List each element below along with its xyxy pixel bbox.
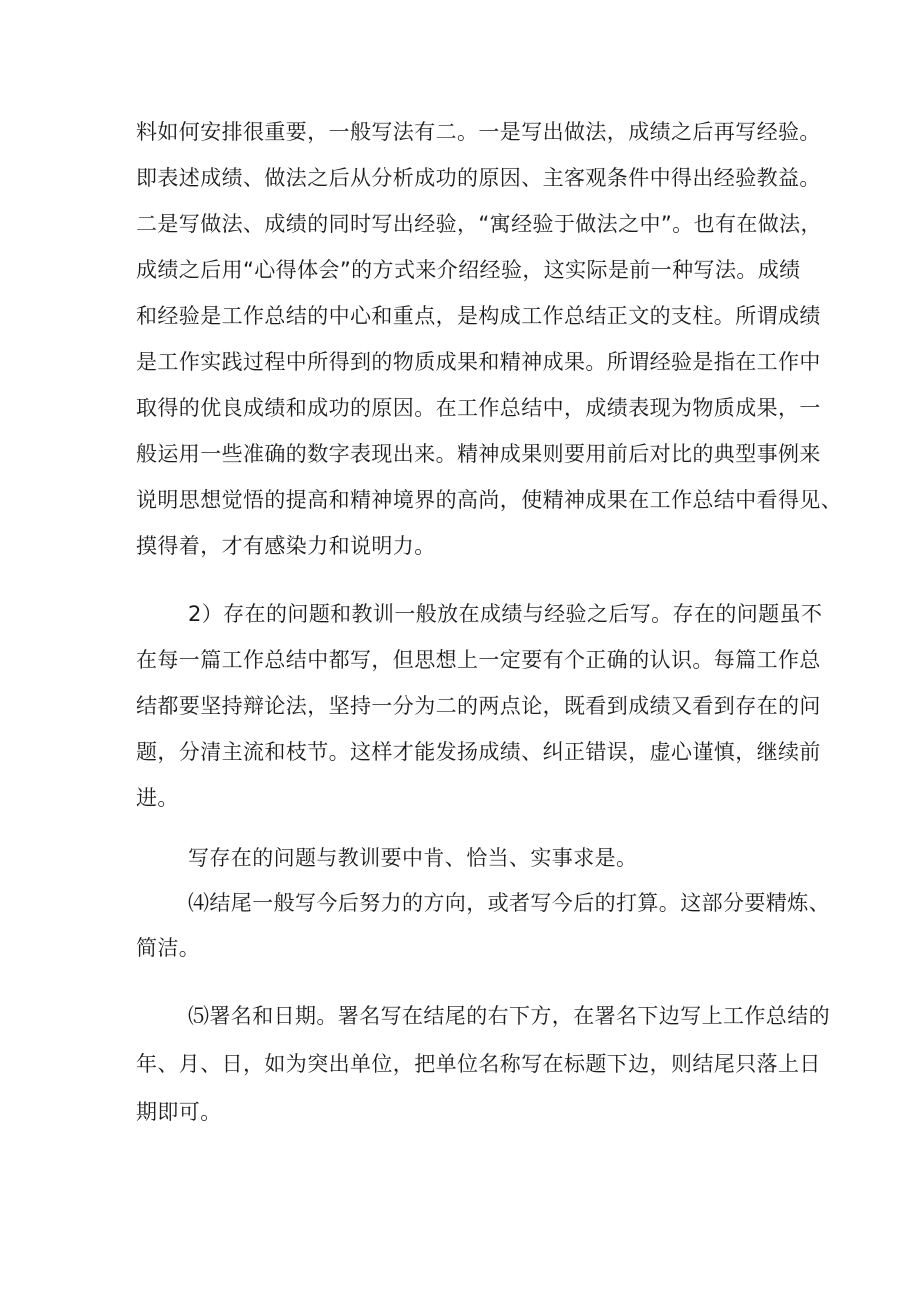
paragraph-1-line-1: 料如何安排很重要，一般写法有二。一是写出做法，成绩之后再写经验。 <box>136 120 821 144</box>
paragraph-1-line-9: 说明思想觉悟的提高和精神境界的高尚，使精神成果在工作总结中看得见、 <box>136 488 843 512</box>
paragraph-4-line-2: 简洁。 <box>136 936 201 960</box>
paragraph-2-line-1: 2）存在的问题和教训一般放在成绩与经验之后写。存在的问题虽不 <box>188 602 823 626</box>
paragraph-5-line-2: 年、月、日，如为突出单位，把单位名称写在标题下边，则结尾只落上日 <box>136 1052 821 1076</box>
paragraph-1-line-5: 和经验是工作总结的中心和重点，是构成工作总结正文的支柱。所谓成绩 <box>136 304 821 328</box>
paragraph-1-line-4: 成绩之后用“心得体会”的方式来介绍经验，这实际是前一种写法。成绩 <box>136 258 801 282</box>
paragraph-1-line-6: 是工作实践过程中所得到的物质成果和精神成果。所谓经验是指在工作中 <box>136 350 821 374</box>
paragraph-1-line-3: 二是写做法、成绩的同时写出经验，“寓经验于做法之中”。也有在做法， <box>136 212 822 236</box>
paragraph-2-line-2: 在每一篇工作总结中都写，但思想上一定要有个正确的认识。每篇工作总 <box>136 648 821 672</box>
paragraph-1-line-2: 即表述成绩、做法之后从分析成功的原因、主客观条件中得出经验教益。 <box>136 166 821 190</box>
paragraph-2-line-3: 结都要坚持辩论法，坚持一分为二的两点论，既看到成绩又看到存在的问 <box>136 694 821 718</box>
paragraph-2-line-4: 题，分清主流和枝节。这样才能发扬成绩、纠正错误，虚心谨慎，继续前 <box>136 740 821 764</box>
paragraph-5-line-1: ⑸署名和日期。署名写在结尾的右下方，在署名下边写上工作总结的 <box>188 1004 830 1028</box>
paragraph-5-line-3: 期即可。 <box>136 1100 222 1124</box>
paragraph-3-line-1: 写存在的问题与教训要中肯、恰当、实事求是。 <box>188 846 638 870</box>
paragraph-1-line-8: 般运用一些准确的数字表现出来。精神成果则要用前后对比的典型事例来 <box>136 442 821 466</box>
paragraph-2-line-5: 进。 <box>136 786 179 810</box>
paragraph-1-line-7: 取得的优良成绩和成功的原因。在工作总结中，成绩表现为物质成果，一 <box>136 396 821 420</box>
paragraph-4-line-1: ⑷结尾一般写今后努力的方向，或者写今后的打算。这部分要精炼、 <box>188 891 830 915</box>
paragraph-1-line-10: 摸得着，才有感染力和说明力。 <box>136 534 436 558</box>
